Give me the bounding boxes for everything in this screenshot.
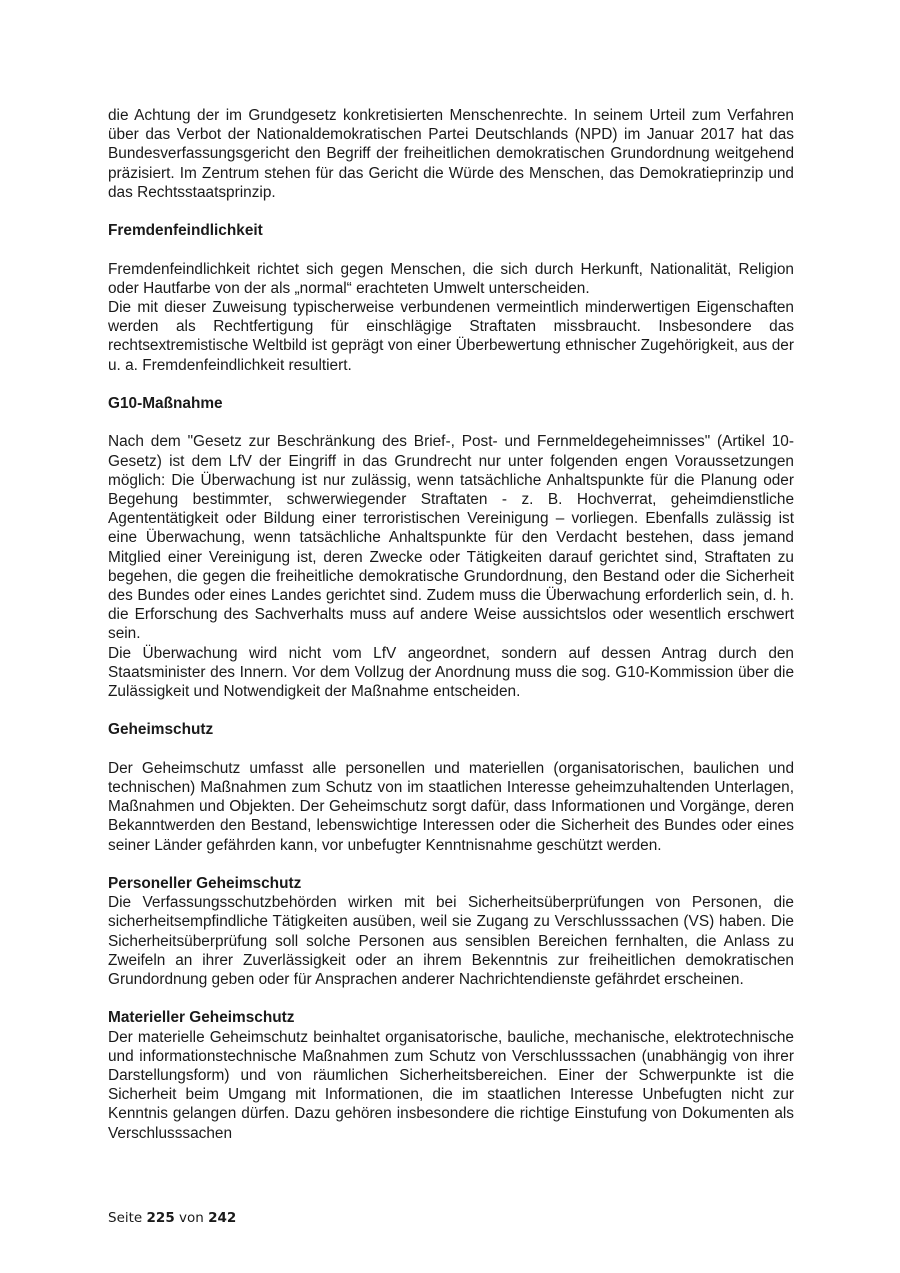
heading-materieller-geheimschutz: Materieller Geheimschutz	[108, 1009, 295, 1027]
personeller-geheimschutz-paragraph: Die Verfassungsschutzbehörden wirken mit bei Sicherheitsüberprüfungen von Personen, die sicherheitsempfindliche Tätigkeiten ausüben, weil sie Zugang zu Verschlusssachen (VS) haben. Die Sicherheitsüberprüfung soll solche Personen aus sensiblen Bereichen fernhalten, die Anlass zu Zweifeln an ihrer Zuverlässigkeit oder an ihrem Bekenntnis zur freiheitlichen demokratischen Grundordnung geben oder für Ansprachen anderer Nachrichtendienste gefährdet erscheinen.	[108, 894, 794, 989]
g10-paragraph-1: Nach dem "Gesetz zur Beschränkung des Brief-, Post- und Fernmeldegeheimnisses" (Artikel 10-Gesetz) ist dem LfV der Eingriff in das Grundrecht nur unter folgenden engen Voraussetzungen möglich: Die Überwachung ist nur zulässig, wenn tatsächliche Anhaltspunkte für die Planung oder Begehung bestimmter, schwerwiegender Straftaten - z. B. Hochverrat, geheimdienstliche Agententätigkeit oder Bildung einer terroristischen Vereinigung – vorliegen. Ebenfalls zulässig ist eine Überwachung, wenn tatsächliche Anhaltspunkte für den Verdacht bestehen, dass jemand Mitglied einer Vereinigung ist, deren Zwecke oder Tätigkeiten darauf gerichtet sind, Straftaten zu begehen, die gegen die freiheitliche demokratische Grundordnung, den Bestand oder die Sicherheit des Bundes oder eines Landes gerichtet sind. Zudem muss die Überwachung erforderlich sein, d. h. die Erforschung des Sachverhalts muss auf andere Weise aussichtslos oder wesentlich erschwert sein.	[108, 433, 794, 643]
heading-geheimschutz: Geheimschutz	[108, 721, 214, 739]
intro-paragraph: die Achtung der im Grundgesetz konkretisierten Menschenrechte. In seinem Urteil zum Verfahren über das Verbot der Nationaldemokratischen Partei Deutschlands (NPD) im Januar 2017 hat das Bundesverfassungsgericht den Begriff der freiheitlichen demokratischen Grundordnung weitgehend präzisiert. Im Zentrum stehen für das Gericht die Würde des Menschen, das Demokratieprinzip und das Rechtsstaatsprinzip.	[108, 107, 794, 201]
footer-middle: von	[179, 1210, 204, 1226]
heading-fremdenfeindlichkeit: Fremdenfeindlichkeit	[108, 222, 263, 240]
footer-prefix: Seite	[108, 1210, 143, 1226]
total-page-number: 242	[208, 1210, 237, 1226]
current-page-number: 225	[146, 1210, 175, 1226]
g10-paragraph-2: Die Überwachung wird nicht vom LfV angeordnet, sondern auf dessen Antrag durch den Staatsminister des Innern. Vor dem Vollzug der Anordnung muss die sog. G10-Kommission über die Zulässigkeit und Notwendigkeit der Maßnahme entscheiden.	[108, 644, 794, 701]
heading-personeller-geheimschutz: Personeller Geheimschutz	[108, 875, 302, 893]
page-footer	[108, 1210, 236, 1226]
geheimschutz-paragraph: Der Geheimschutz umfasst alle personellen und materiellen (organisatorischen, baulichen und technischen) Maßnahmen zum Schutz von im staatlichen Interesse geheimzuhaltenden Unterlagen, Maßnahmen und Objekten. Der Geheimschutz sorgt dafür, dass Informationen und Vorgänge, deren Bekanntwerden den Bestand, lebenswichtige Interessen oder die Sicherheit des Bundes oder eines seiner Länder gefährden kann, vor unbefugter Kenntnisnahme geschützt werden.	[108, 759, 794, 854]
page-body	[108, 106, 794, 1143]
materieller-geheimschutz-paragraph: Der materielle Geheimschutz beinhaltet organisatorische, bauliche, mechanische, elektrotechnische und informationstechnische Maßnahmen zum Schutz von Verschlusssachen (unabhängig von ihrer Darstellungsform) und von räumlichen Sicherheitsbereichen. Einer der Schwerpunkte ist die Sicherheit beim Umgang mit Informationen, die im staatlichen Interesse Unbefugten nicht zur Kenntnis gelangen dürfen. Dazu gehören insbesondere die richtige Einstufung von Dokumenten als Verschlusssachen	[108, 1028, 794, 1142]
fremdenfeindlichkeit-paragraph-1: Fremdenfeindlichkeit richtet sich gegen Menschen, die sich durch Herkunft, Nationalität, Religion oder Hautfarbe von der als „normal“ erachteten Umwelt unterscheiden.	[108, 260, 794, 297]
fremdenfeindlichkeit-paragraph-2: Die mit dieser Zuweisung typischerweise verbundenen vermeintlich minderwertigen Eigenschaften werden als Rechtfertigung für einschlägige Straftaten missbraucht. Insbesondere das rechtsextremistische Weltbild ist geprägt von einer Überbewertung ethnischer Zugehörigkeit, aus der u. a. Fremdenfeindlichkeit resultiert.	[108, 299, 794, 374]
heading-g10: G10-Maßnahme	[108, 395, 223, 412]
